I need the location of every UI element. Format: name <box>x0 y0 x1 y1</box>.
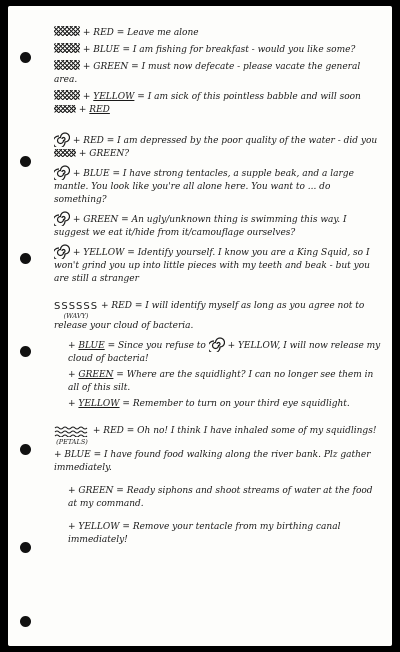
note-text: Where are the squidlight? I can no longer see them in all of this silt. <box>68 370 374 393</box>
hatch-icon <box>54 90 80 100</box>
note-entry: + GREEN = Ready siphons and shoot streams of water at the food at my command. <box>68 486 373 509</box>
color-label: YELLOW <box>83 248 125 258</box>
wave-icon <box>54 425 90 437</box>
binder-hole <box>20 444 31 455</box>
color-label: BLUE <box>78 341 105 351</box>
color-label: YELLOW <box>237 341 278 351</box>
hatch-icon <box>54 60 80 70</box>
handwritten-notes <box>54 26 382 550</box>
hatch-icon <box>54 149 76 157</box>
note-entry: + YELLOW = Remove your tentacle from my birthing canal immediately! <box>68 522 341 545</box>
note-text: Since you refuse to <box>117 341 206 351</box>
note-text: An ugly/unknown thing is swimming this way. I suggest we eat it/hide from it/camouflage ourselves? <box>54 215 347 238</box>
note-entry: + RED = Leave me alone <box>54 26 382 40</box>
color-label: YELLOW <box>78 522 120 532</box>
wave-symbol: (PETALS) <box>54 425 90 446</box>
binder-hole <box>20 542 31 553</box>
note-entry: + YELLOW = I am sick of this pointless babble and will soon + RED <box>54 90 382 117</box>
color-label: GREEN <box>78 370 114 380</box>
color-label: RED <box>103 426 124 436</box>
hatch-icon <box>54 43 80 53</box>
note-entry: SSSSSS (WAVY) + RED = I will identify myself as long as you agree not to release your cloud of bacteria. <box>54 301 365 331</box>
note-text: I am depressed by the poor quality of the water - did you <box>117 136 378 146</box>
s-symbol: SSSSSS (WAVY) <box>54 301 99 320</box>
note-entry: + GREEN = I must now defecate - please vacate the general area. <box>54 62 361 85</box>
spiral-icon <box>209 336 225 352</box>
note-text: I must now defecate - please vacate the general area. <box>54 62 361 85</box>
note-text: I have strong tentacles, a supple beak, and a large mantle. You look like you're all alone here. You want to ... do something? <box>54 169 354 205</box>
color-label: BLUE <box>64 450 91 460</box>
note-entry: + BLUE = I have found food walking along the river bank. Plz gather immediately. <box>54 450 371 473</box>
note-entry: + BLUE = I have strong tentacles, a supple beak, and a large mantle. You look like you're all alone here. You want to ... do something? <box>54 164 382 207</box>
note-text: I am fishing for breakfast - would you like some? <box>132 45 356 55</box>
color-label: YELLOW <box>93 92 135 102</box>
note-text: Oh no! I think I have inhaled some of my squidlings! <box>137 426 377 436</box>
binder-hole <box>20 156 31 167</box>
spiral-icon <box>54 164 70 180</box>
note-text: I have found food walking along the river bank. Plz gather immediately. <box>54 450 371 473</box>
color-label: GREEN <box>78 486 114 496</box>
note-entry: + GREEN = An ugly/unknown thing is swimming this way. I suggest we eat it/hide from it/camouflage ourselves? <box>54 210 382 240</box>
color-label: GREEN <box>93 62 129 72</box>
color-label: BLUE <box>93 45 120 55</box>
binder-hole <box>20 346 31 357</box>
note-entry: (PETALS) + RED = Oh no! I think I have inhaled some of my squidlings! <box>54 425 382 446</box>
note-entry: + BLUE = Since you refuse to + YELLOW, I will now release my cloud of bacteria! <box>54 336 382 366</box>
note-text: Remove your tentacle from my birthing canal immediately! <box>68 522 341 545</box>
color-label: RED <box>83 136 104 146</box>
note-text: Leave me alone <box>127 28 199 38</box>
note-entry: + YELLOW = Remember to turn on your third eye squidlight. <box>68 399 350 409</box>
note-text: Ready siphons and shoot streams of water at the food at my command. <box>68 486 373 509</box>
color-label: YELLOW <box>78 399 120 409</box>
color-label: GREEN <box>89 149 125 159</box>
binder-hole <box>20 616 31 627</box>
note-text: I am sick of this pointless babble and will soon <box>147 92 361 102</box>
color-label: RED <box>111 301 132 311</box>
hatch-icon <box>54 26 80 36</box>
color-label: GREEN <box>83 215 119 225</box>
binder-hole <box>20 52 31 63</box>
color-label: RED <box>89 105 110 115</box>
binder-hole <box>20 253 31 264</box>
note-text: I will identify myself as long as you agree not to release your cloud of bacteria. <box>54 301 365 331</box>
spiral-icon <box>54 243 70 259</box>
note-text: Identify yourself. I know you are a King Squid, so I won't grind you up into little pieces with my teeth and beak - but you are still a stranger <box>54 248 370 284</box>
color-label: RED <box>93 28 114 38</box>
color-label: BLUE <box>83 169 110 179</box>
note-entry: + RED = I am depressed by the poor quality of the water - did you + GREEN? <box>54 131 382 161</box>
notebook-page <box>8 6 392 646</box>
note-entry: + YELLOW = Identify yourself. I know you are a King Squid, so I won't grind you up into little pieces with my teeth and beak - but you are still a stranger <box>54 243 382 286</box>
note-text: Remember to turn on your third eye squidlight. <box>132 399 350 409</box>
note-entry: + GREEN = Where are the squidlight? I can no longer see them in all of this silt. <box>68 370 374 393</box>
spiral-icon <box>54 210 70 226</box>
note-text: , I will now release my cloud of bacteria! <box>68 341 381 364</box>
note-entry: + BLUE = I am fishing for breakfast - would you like some? <box>54 43 382 57</box>
spiral-icon <box>54 131 70 147</box>
hatch-icon <box>54 105 76 113</box>
